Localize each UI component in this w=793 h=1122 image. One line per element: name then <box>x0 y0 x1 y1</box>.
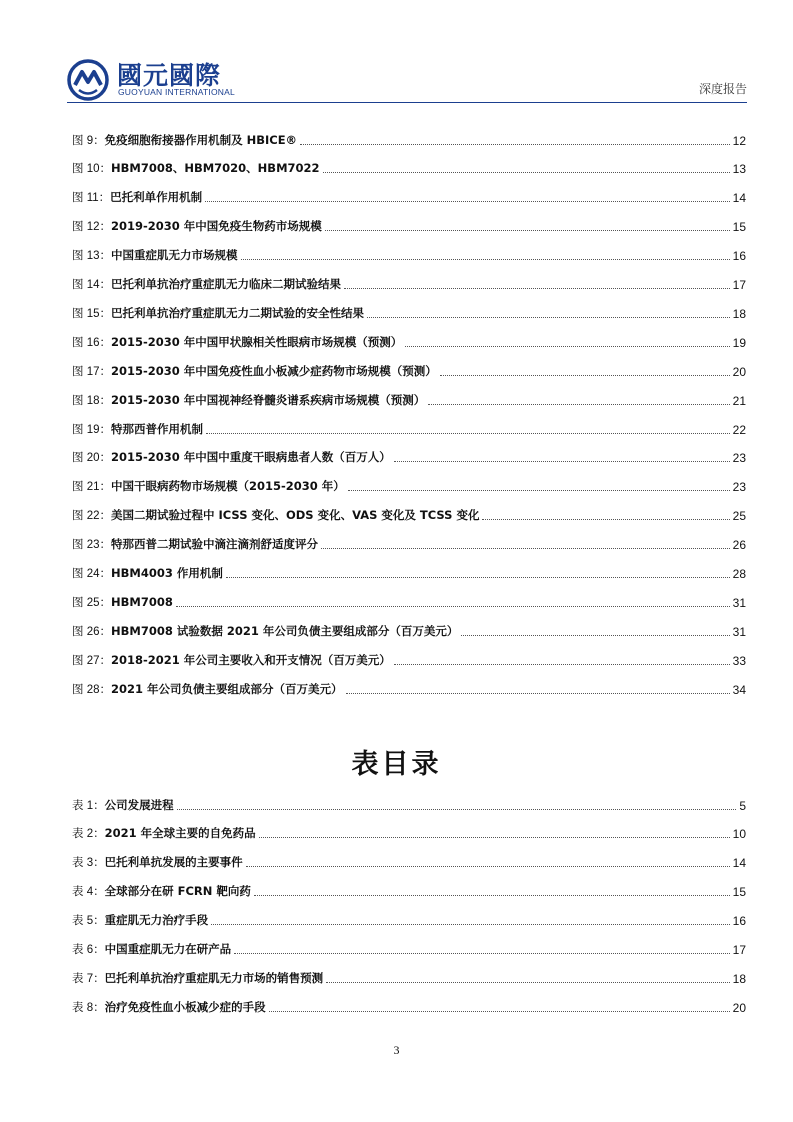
toc-entry-title: 免疫细胞衔接器作用机制及 HBICE® <box>104 132 298 147</box>
toc-entry-page: 26 <box>732 538 746 553</box>
toc-entry-prefix: 图 9： <box>72 134 105 147</box>
toc-entry-title: 特那西普二期试验中滴注滴剂舒适度评分 <box>111 537 318 552</box>
toc-entry-prefix: 图 17： <box>72 365 111 378</box>
toc-entry-prefix: 图 25： <box>72 596 111 609</box>
toc-entry-prefix: 图 12： <box>72 221 111 234</box>
toc-entry-label <box>72 797 174 814</box>
toc-leader-dots <box>323 172 730 173</box>
toc-entry-page: 12 <box>732 133 746 148</box>
toc-entry-prefix: 图 28： <box>72 683 111 696</box>
toc-leader-dots <box>205 201 730 202</box>
toc-entry-prefix: 图 16： <box>72 336 111 349</box>
toc-entry-label <box>72 854 243 871</box>
toc-entry-prefix: 图 27： <box>72 654 111 667</box>
toc-leader-dots <box>394 461 730 462</box>
toc-entry-page: 15 <box>732 220 746 235</box>
toc-entry-page: 16 <box>732 249 746 264</box>
toc-entry-label <box>72 999 266 1016</box>
toc-leader-dots <box>394 664 730 665</box>
toc-leader-dots <box>326 982 730 983</box>
toc-entry[interactable] <box>72 158 746 178</box>
toc-entry-page: 20 <box>732 1000 746 1015</box>
toc-leader-dots <box>241 259 730 260</box>
toc-entry[interactable] <box>72 129 746 149</box>
toc-entry[interactable] <box>72 996 746 1016</box>
toc-entry-prefix: 图 22： <box>72 510 111 523</box>
toc-entry-label <box>72 536 318 553</box>
logo-english-name: GUOYUAN INTERNATIONAL <box>118 87 235 97</box>
toc-leader-dots <box>226 577 730 578</box>
toc-entry-prefix: 图 14： <box>72 279 111 292</box>
toc-entry[interactable] <box>72 360 746 380</box>
toc-entry-prefix: 表 7： <box>72 972 105 985</box>
tables-toc-heading: 表目录 <box>351 749 442 780</box>
toc-entry-label <box>72 623 458 640</box>
page-number: 3 <box>393 1043 400 1057</box>
toc-entry-page: 25 <box>732 509 746 524</box>
toc-entry-title: 2015-2030 年中国中重度干眼病患者人数（百万人） <box>111 450 391 465</box>
toc-entry-page: 31 <box>732 595 746 610</box>
toc-entry-title: 中国重症肌无力市场规模 <box>111 248 238 263</box>
toc-leader-dots <box>348 490 730 491</box>
tables-toc-list <box>72 794 746 1025</box>
toc-entry[interactable] <box>72 216 746 236</box>
toc-entry[interactable] <box>72 794 746 814</box>
toc-entry[interactable] <box>72 187 746 207</box>
toc-entry[interactable] <box>72 302 746 322</box>
toc-entry-title: 巴托利单作用机制 <box>110 190 203 205</box>
toc-leader-dots <box>440 375 730 376</box>
toc-entry[interactable] <box>72 505 746 525</box>
toc-entry-prefix: 图 15： <box>72 307 111 320</box>
toc-entry-label <box>72 334 402 351</box>
logo-chinese-name: 國元國際 <box>117 61 222 90</box>
toc-entry[interactable] <box>72 389 746 409</box>
toc-entry-label <box>72 681 343 698</box>
toc-entry[interactable] <box>72 678 746 698</box>
toc-entry-prefix: 图 21： <box>72 481 111 494</box>
toc-entry-title: 2019-2030 年中国免疫生物药市场规模 <box>111 219 322 234</box>
toc-entry-label <box>72 594 173 611</box>
toc-leader-dots <box>325 230 730 231</box>
toc-entry-page: 18 <box>732 306 746 321</box>
toc-entry[interactable] <box>72 591 746 611</box>
toc-entry-title: 全球部分在研 FCRN 靶向药 <box>104 884 251 899</box>
toc-leader-dots <box>346 693 730 694</box>
toc-leader-dots <box>482 519 729 520</box>
toc-entry-page: 19 <box>732 335 746 350</box>
toc-entry-page: 33 <box>732 653 746 668</box>
toc-entry-page: 34 <box>732 682 746 697</box>
toc-entry[interactable] <box>72 533 746 553</box>
guoyuan-logo-icon <box>67 59 109 101</box>
toc-entry-page: 14 <box>732 856 746 871</box>
toc-leader-dots <box>246 866 730 867</box>
toc-entry-title: HBM7008、HBM7020、HBM7022 <box>111 161 320 176</box>
toc-entry-page: 22 <box>732 422 746 437</box>
toc-leader-dots <box>344 288 730 289</box>
toc-entry[interactable] <box>72 476 746 496</box>
toc-entry-prefix: 表 2： <box>72 828 105 841</box>
toc-entry-title: HBM4003 作用机制 <box>111 565 223 580</box>
toc-entry-label <box>72 189 202 206</box>
toc-entry-title: 2015-2030 年中国甲状腺相关性眼病市场规模（预测） <box>111 334 403 349</box>
toc-entry-prefix: 图 11： <box>72 192 111 205</box>
toc-leader-dots <box>211 924 730 925</box>
toc-entry-page: 28 <box>732 566 746 581</box>
toc-entry-label <box>72 421 203 438</box>
toc-entry-title: 美国二期试验过程中 ICSS 变化、ODS 变化、VAS 变化及 TCSS 变化 <box>111 508 480 523</box>
toc-entry-page: 17 <box>732 278 746 293</box>
toc-entry-label <box>72 941 231 958</box>
toc-entry-title: 2021 年全球主要的自免药品 <box>104 826 256 841</box>
toc-entry-prefix: 图 23： <box>72 539 111 552</box>
toc-entry[interactable] <box>72 273 746 293</box>
toc-entry-prefix: 图 24： <box>72 567 111 580</box>
toc-entry-title: 2015-2030 年中国视神经脊髓炎谱系疾病市场规模（预测） <box>111 392 426 407</box>
toc-entry-title: HBM7008 <box>111 594 173 609</box>
toc-entry-label <box>72 132 297 149</box>
toc-entry-title: 治疗免疫性血小板减少症的手段 <box>104 999 266 1014</box>
toc-entry-page: 31 <box>732 624 746 639</box>
toc-entry-page: 23 <box>732 451 746 466</box>
toc-leader-dots <box>367 317 730 318</box>
toc-entry-page: 18 <box>732 971 746 986</box>
toc-entry[interactable] <box>72 852 746 872</box>
toc-entry-label <box>72 970 323 987</box>
toc-entry-prefix: 图 19： <box>72 423 111 436</box>
toc-entry-prefix: 图 20： <box>72 452 111 465</box>
toc-entry-label <box>72 825 256 842</box>
toc-leader-dots <box>234 953 730 954</box>
toc-entry-label <box>72 160 320 177</box>
toc-entry-title: 中国重症肌无力在研产品 <box>104 942 232 957</box>
toc-entry-title: 2021 年公司负债主要组成部分（百万美元） <box>111 681 343 696</box>
toc-entry-prefix: 表 5： <box>72 915 105 928</box>
figures-toc-list <box>72 129 746 707</box>
toc-entry-page: 20 <box>732 364 746 379</box>
toc-entry-prefix: 图 26： <box>72 625 111 638</box>
toc-entry-page: 14 <box>732 191 746 206</box>
toc-entry[interactable] <box>72 418 746 438</box>
toc-leader-dots <box>176 606 730 607</box>
toc-entry-title: 公司发展进程 <box>104 797 174 812</box>
toc-leader-dots <box>206 433 730 434</box>
toc-entry-prefix: 表 3： <box>72 857 105 870</box>
toc-entry-label <box>72 652 391 669</box>
page-header <box>67 54 747 102</box>
toc-entry-label <box>72 363 437 380</box>
toc-entry-title: 重症肌无力治疗手段 <box>104 913 209 928</box>
toc-entry[interactable] <box>72 938 746 958</box>
toc-entry-title: 巴托利单抗发展的主要事件 <box>104 855 243 870</box>
toc-entry-page: 17 <box>732 943 746 958</box>
toc-leader-dots <box>269 1011 730 1012</box>
toc-entry-page: 21 <box>732 393 746 408</box>
toc-entry-label <box>72 883 251 900</box>
toc-entry-prefix: 表 6： <box>72 944 105 957</box>
toc-entry[interactable] <box>72 910 746 930</box>
toc-entry-label <box>72 276 341 293</box>
toc-entry-page: 15 <box>732 885 746 900</box>
toc-entry-title: 中国干眼病药物市场规模（2015-2030 年） <box>111 479 345 494</box>
toc-leader-dots <box>259 837 730 838</box>
toc-entry[interactable] <box>72 823 746 843</box>
toc-entry-prefix: 表 4： <box>72 886 105 899</box>
toc-entry-label <box>72 912 208 929</box>
toc-leader-dots <box>461 635 729 636</box>
toc-entry-label <box>72 305 364 322</box>
toc-entry-label <box>72 218 322 235</box>
toc-leader-dots <box>177 809 737 810</box>
toc-entry[interactable] <box>72 447 746 467</box>
toc-entry[interactable] <box>72 881 746 901</box>
toc-entry-page: 16 <box>732 914 746 929</box>
toc-entry-title: HBM7008 试验数据 2021 年公司负债主要组成部分（百万美元） <box>111 623 459 638</box>
toc-entry-label <box>72 478 345 495</box>
report-type-label: 深度报告 <box>698 82 747 96</box>
header-divider <box>67 102 747 103</box>
toc-entry[interactable] <box>72 331 746 351</box>
toc-entry-prefix: 图 13： <box>72 250 111 263</box>
toc-entry-title: 巴托利单抗治疗重症肌无力临床二期试验结果 <box>111 277 341 292</box>
toc-entry-page: 23 <box>732 480 746 495</box>
toc-entry-page: 5 <box>739 798 746 813</box>
toc-entry-page: 13 <box>732 162 746 177</box>
toc-entry-prefix: 图 10： <box>72 163 111 176</box>
toc-entry-title: 巴托利单抗治疗重症肌无力市场的销售预测 <box>104 970 324 985</box>
toc-entry-prefix: 图 18： <box>72 394 111 407</box>
toc-entry-label <box>72 507 479 524</box>
toc-leader-dots <box>254 895 730 896</box>
toc-entry-title: 巴托利单抗治疗重症肌无力二期试验的安全性结果 <box>111 305 364 320</box>
toc-entry[interactable] <box>72 245 746 265</box>
toc-leader-dots <box>321 548 730 549</box>
toc-entry[interactable] <box>72 562 746 582</box>
toc-entry-title: 2018-2021 年公司主要收入和开支情况（百万美元） <box>111 652 391 667</box>
toc-entry-label <box>72 565 223 582</box>
toc-leader-dots <box>300 144 730 145</box>
toc-entry-label <box>72 247 238 264</box>
toc-entry[interactable] <box>72 620 746 640</box>
toc-entry[interactable] <box>72 649 746 669</box>
toc-entry-page: 10 <box>732 827 746 842</box>
toc-entry-label <box>72 449 391 466</box>
toc-entry-title: 特那西普作用机制 <box>111 421 203 436</box>
toc-leader-dots <box>428 404 729 405</box>
toc-leader-dots <box>405 346 729 347</box>
toc-entry-label <box>72 392 425 409</box>
toc-entry-prefix: 表 8： <box>72 1001 105 1014</box>
toc-entry-title: 2015-2030 年中国免疫性血小板减少症药物市场规模（预测） <box>111 363 437 378</box>
toc-entry-prefix: 表 1： <box>72 799 105 812</box>
toc-entry[interactable] <box>72 967 746 987</box>
